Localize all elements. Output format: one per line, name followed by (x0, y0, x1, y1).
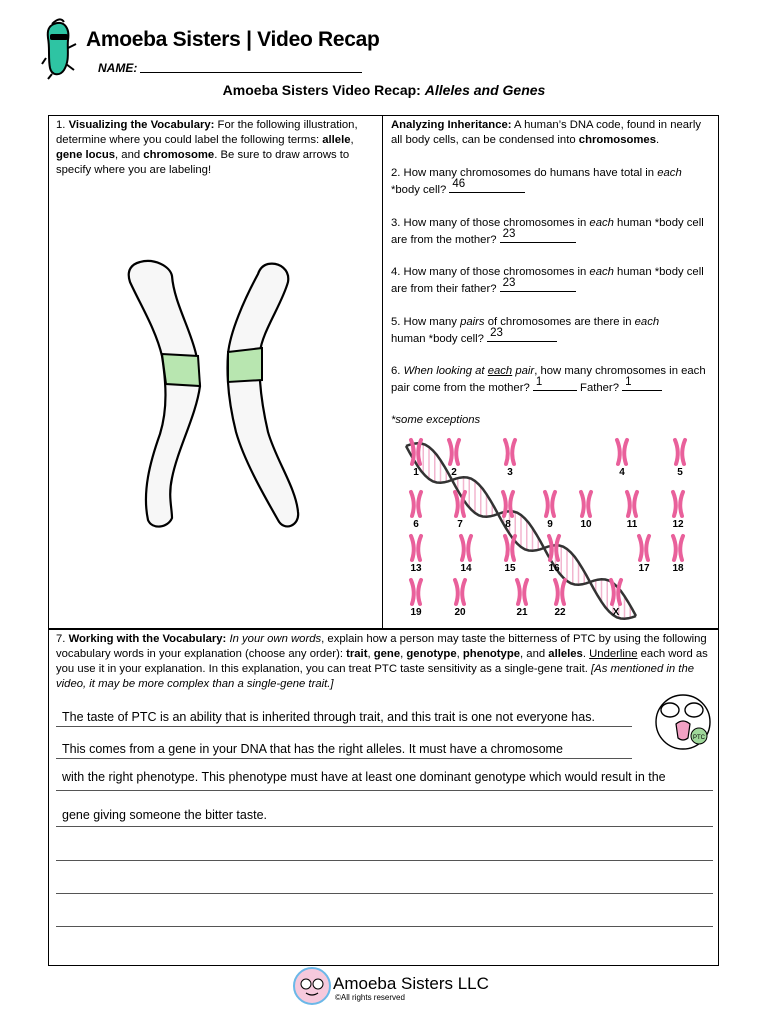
answer-text-1: The taste of PTC is an ability that is inherited through trait, and this trait is one not everyone has. (62, 710, 595, 724)
chromosome-number-label: 18 (672, 563, 684, 574)
answer-mother: 1 (535, 376, 543, 388)
chromosome-number-label: 11 (626, 519, 638, 530)
mascot-logo-icon (40, 18, 84, 80)
chromosome-number-label: 21 (516, 607, 528, 618)
footer-rights: ©All rights reserved (335, 993, 405, 1002)
chromosome-number-label: 17 (638, 563, 650, 574)
name-label: NAME: (98, 61, 138, 75)
title-prefix: Amoeba Sisters Video Recap: (222, 82, 421, 98)
exceptions-note: *some exceptions (391, 414, 481, 426)
question-5: 5. How many pairs of chromosomes are there in each human *body cell? 23 (391, 316, 660, 345)
chromosome-pair (517, 580, 527, 604)
chromosome-pair (505, 440, 515, 464)
chromosome-number-label: 15 (504, 563, 516, 574)
ptc-face-icon (650, 694, 716, 750)
question-1: 1. Visualizing the Vocabulary: For the following illustration, determine where you could label the following terms: allele, gene locus, and chromosome. Be sure to draw arrows to specify where you are labeling! (56, 119, 358, 176)
answer-blank-q5[interactable] (487, 327, 557, 342)
chromosome-number-label: 4 (619, 467, 625, 478)
answer-father: 1 (625, 376, 632, 388)
answer-text-4: gene giving someone the bitter taste. (62, 808, 267, 822)
answer-line-7[interactable] (56, 926, 713, 927)
answer-q3: 23 (502, 228, 516, 240)
chromosome-number-label: 3 (507, 467, 513, 478)
chromosome-pair (627, 492, 637, 516)
answer-line-3[interactable] (56, 790, 713, 791)
chromosome-pair (505, 536, 515, 560)
page-title (0, 82, 768, 98)
answer-blank-q4[interactable] (500, 277, 576, 292)
title-topic: Alleles and Genes (424, 82, 546, 98)
answer-blank-q3[interactable] (500, 228, 576, 243)
chromosome-pair (555, 580, 565, 604)
chromosome-pair (673, 536, 683, 560)
chromosome-pair (673, 492, 683, 516)
question-2: 2. How many chromosomes do humans have total in each *body cell? 46 (391, 167, 682, 196)
answer-q5: 23 (490, 327, 503, 339)
answer-blank-father[interactable] (622, 376, 662, 391)
column-divider (382, 115, 383, 630)
name-field[interactable] (140, 72, 362, 73)
chromosome-number-label: 8 (505, 519, 511, 530)
answer-line-2[interactable] (56, 758, 632, 759)
chromosome-number-label: 7 (457, 519, 463, 530)
answer-line-6[interactable] (56, 893, 713, 894)
chromosome-pair (675, 440, 685, 464)
chromosome-pair (611, 580, 621, 604)
chromosome-number-label: X (612, 607, 620, 618)
chromosome-number-label: 13 (410, 563, 422, 574)
chromosome-pair (455, 580, 465, 604)
chromosome-number-label: 2 (451, 467, 457, 478)
chromosome-pair (617, 440, 627, 464)
chromosome-pair (545, 492, 555, 516)
chromosome-number-label: 12 (672, 519, 684, 530)
footer-mascot-icon (292, 966, 332, 1006)
question-7: 7. Working with the Vocabulary: In your own words, explain how a person may taste the bitterness of PTC by using the following vocabulary words in your explanation (choose any order): trait, gene, genotype, phenotype, and alleles. Underline each word as you use it in your explanation. In this explanation, you can treat PTC taste sensitivity as a single-gene trait. [As mentioned in the video, it may be more complex than a single-gene trait.] (56, 633, 708, 690)
chromosome-number-label: 6 (413, 519, 419, 530)
question-4: 4. How many of those chromosomes in each human *body cell are from their father? 23 (391, 266, 704, 295)
chromosome-number-label: 20 (454, 607, 466, 618)
chromosome-pair (411, 492, 421, 516)
analyzing-inheritance: Analyzing Inheritance: A human’s DNA code, found in nearly all body cells, can be condensed into chromosomes. (391, 119, 701, 146)
chromosome-pair (639, 536, 649, 560)
chromosome-number-label: 5 (677, 467, 683, 478)
chromosome-number-label: 19 (410, 607, 422, 618)
chromosome-pair (581, 492, 591, 516)
chromosome-number-label: 10 (580, 519, 592, 530)
chromosome-pair (449, 440, 459, 464)
answer-q2: 46 (452, 178, 466, 190)
brand-title: Amoeba Sisters | Video Recap (86, 28, 380, 51)
chromosome-number-label: 22 (554, 607, 566, 618)
chromosome-pair (549, 536, 559, 560)
chromosome-number-label: 14 (460, 563, 472, 574)
answer-line-1[interactable] (56, 726, 632, 727)
ptc-badge-label: PTC (693, 735, 705, 741)
answer-text-3: with the right phenotype. This phenotype must have at least one dominant genotype which would result in the (62, 770, 666, 784)
answer-blank-mother[interactable] (533, 376, 577, 391)
footer-brand: Amoeba Sisters LLC (333, 974, 489, 993)
answer-text-2: This comes from a gene in your DNA that has the right alleles. It must have a chromosome (62, 742, 563, 756)
answer-line-5[interactable] (56, 860, 713, 861)
chromosome-number-label: 1 (413, 467, 419, 478)
chromosome-pair (411, 580, 421, 604)
question-6: 6. When looking at each pair, how many chromosomes in each pair come from the mother? 1 Father? 1 (391, 365, 706, 394)
answer-blank-q2[interactable] (449, 178, 525, 193)
chromosome-illustration (112, 256, 312, 532)
answer-q4: 23 (502, 277, 516, 289)
question-3: 3. How many of those chromosomes in each human *body cell are from the mother? 23 (391, 217, 704, 246)
chromosome-pair (461, 536, 471, 560)
answer-line-4[interactable] (56, 826, 713, 827)
chromosome-pair (411, 536, 421, 560)
karyotype-dna-illustration (386, 436, 716, 626)
chromosome-number-label: 16 (548, 563, 560, 574)
chromosome-number-label: 9 (547, 519, 553, 530)
